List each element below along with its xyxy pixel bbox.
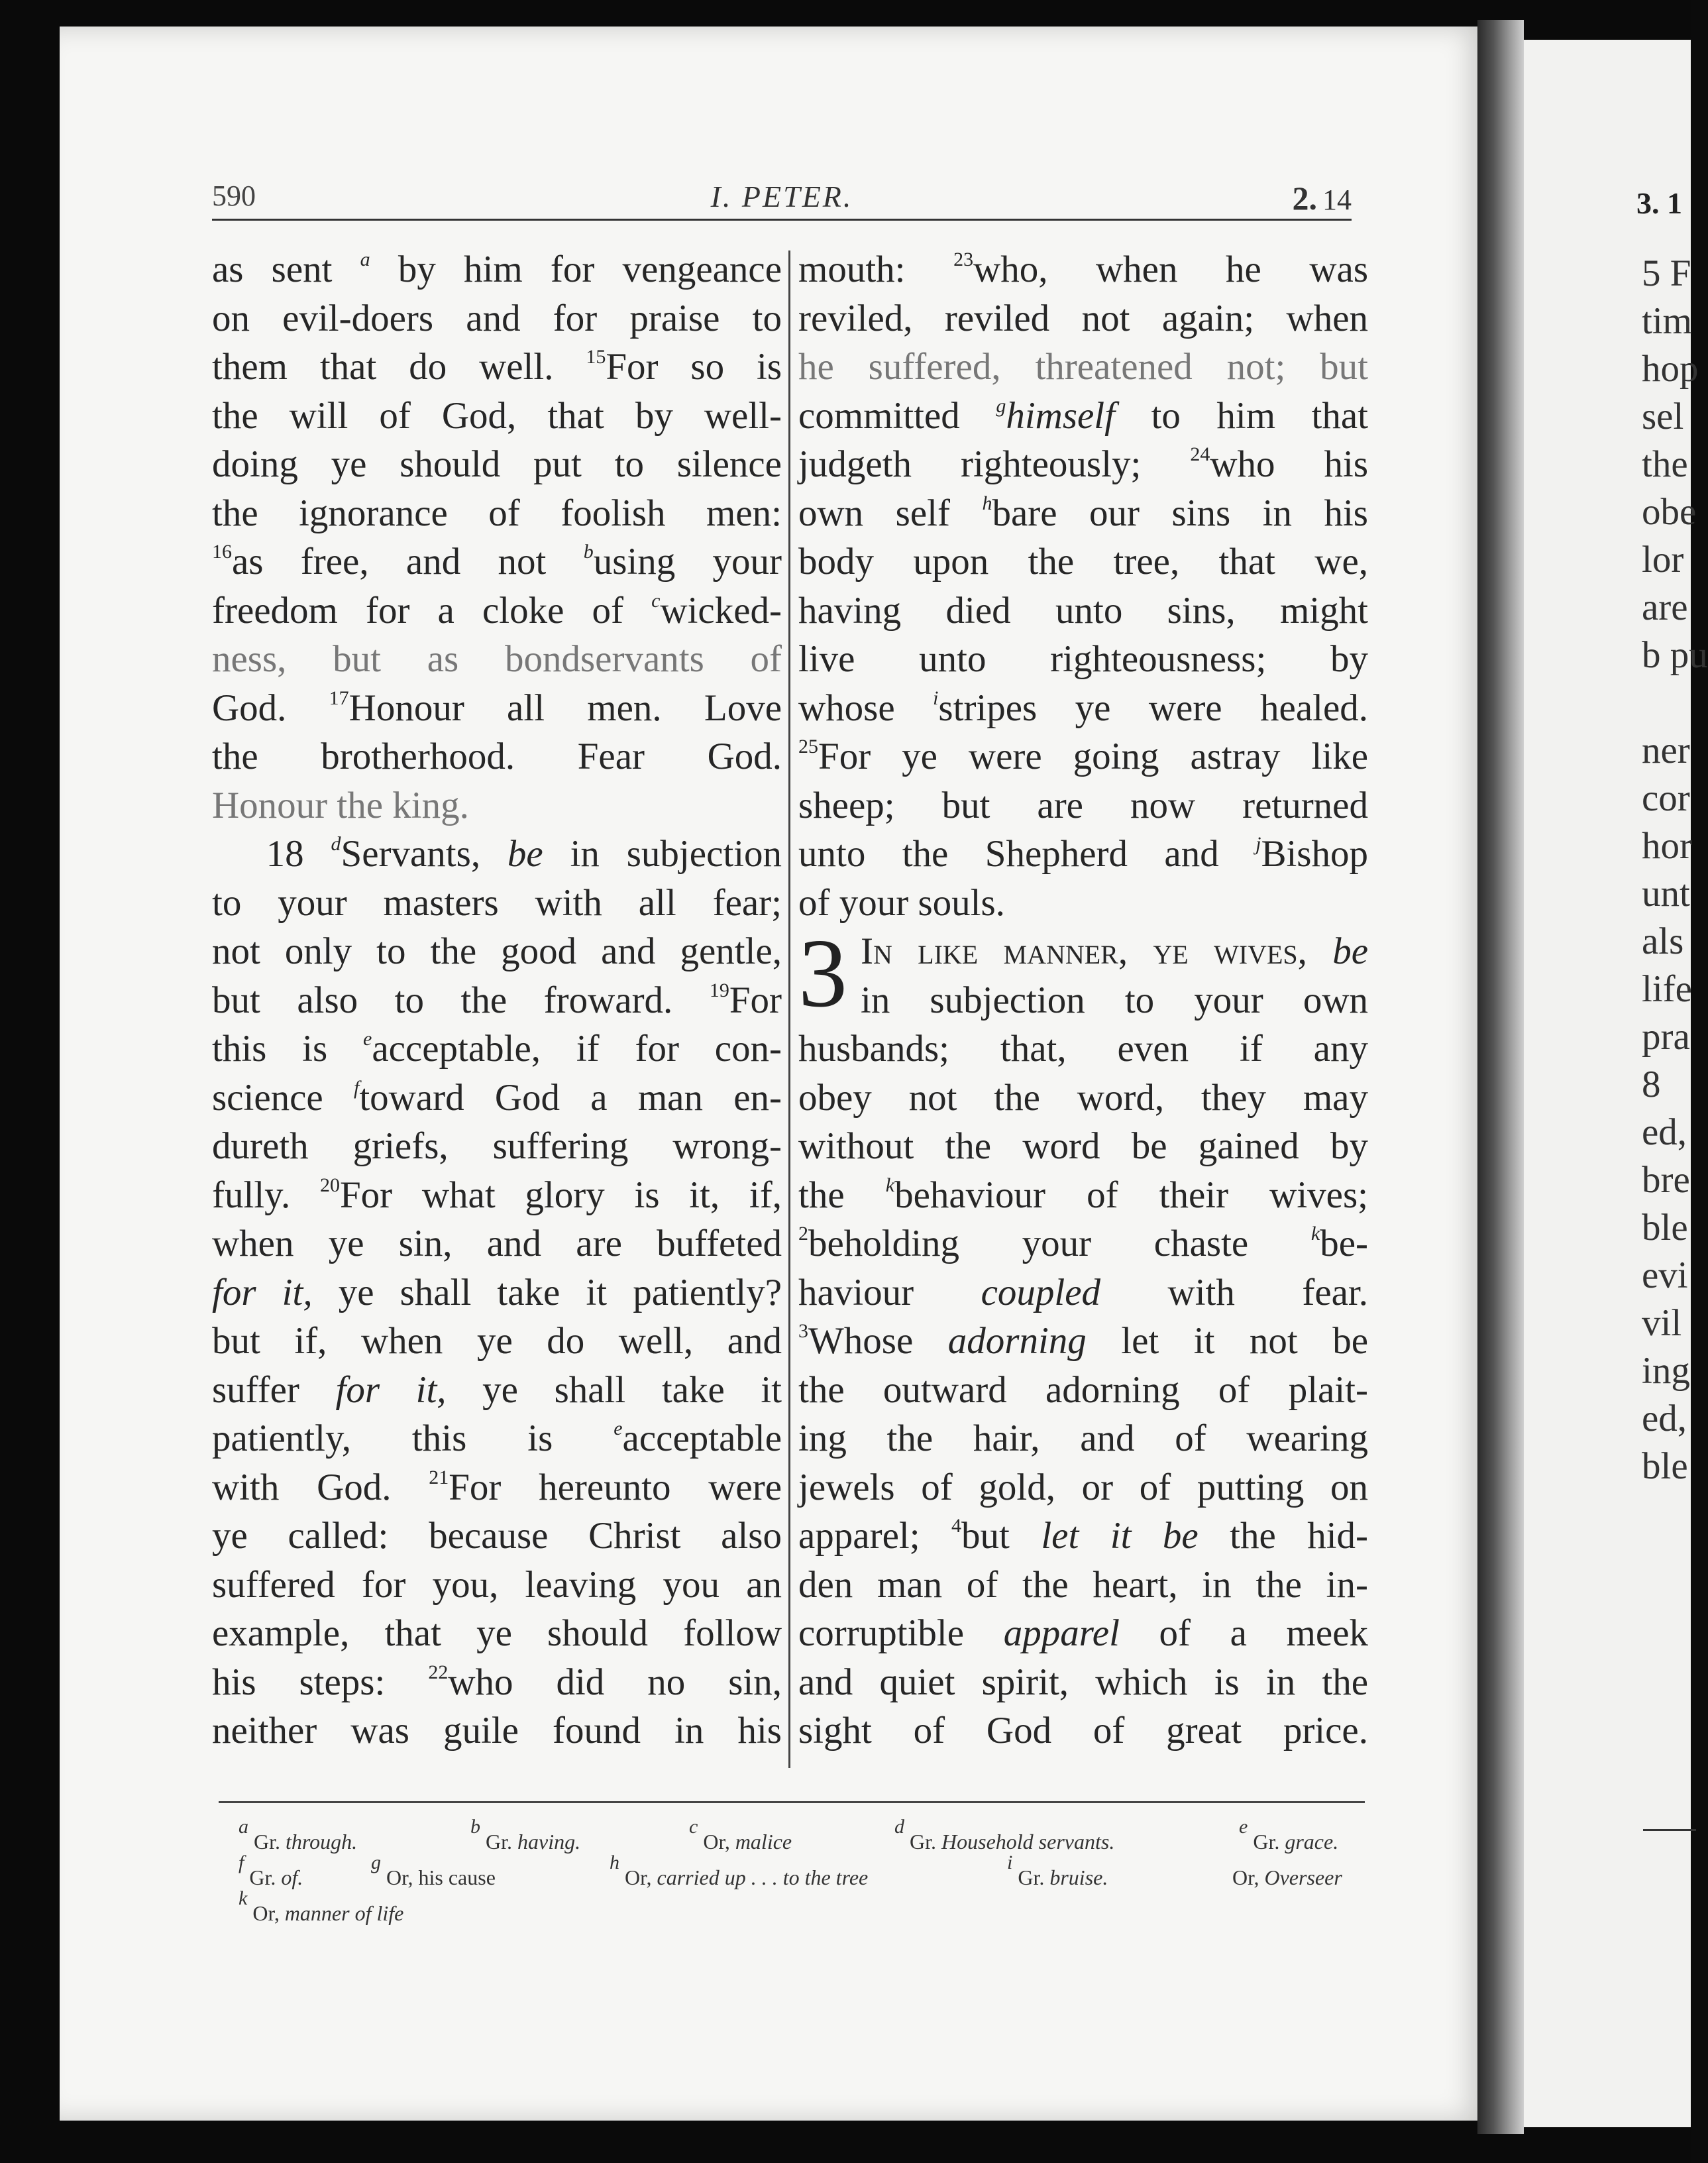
footnote-g: $^g$ Or, his cause bbox=[371, 1852, 496, 1889]
chapter-number: 2. bbox=[1292, 180, 1317, 217]
facing-page-line-fragment: tim bbox=[1642, 300, 1693, 342]
facing-page-line-fragment: sel bbox=[1642, 396, 1684, 437]
text-line: not only to the good and gentle, bbox=[212, 930, 782, 972]
facing-page-line-fragment: 5 F bbox=[1642, 252, 1691, 294]
footnote-c: $^c$ Or, malice bbox=[689, 1816, 792, 1854]
text-line: suffered for you, leaving you an bbox=[212, 1563, 782, 1606]
facing-page-line-fragment: ed, bbox=[1642, 1111, 1687, 1153]
facing-page-fragment bbox=[1524, 40, 1708, 2127]
verse-number: 25 bbox=[798, 736, 818, 757]
text-line: God. $^{17}$Honour all men. Love bbox=[212, 687, 782, 729]
text-line: sheep; but are now returned bbox=[798, 784, 1368, 826]
facing-page-line-fragment: als bbox=[1642, 920, 1684, 962]
text-line: apparel; $^4$but let it be the hid- bbox=[798, 1515, 1369, 1557]
facing-page-line-fragment: the bbox=[1642, 443, 1688, 485]
verse-number: 15 bbox=[586, 346, 606, 368]
facing-page-line-fragment: cor bbox=[1642, 777, 1690, 819]
text-line: suffer for it, ye shall take it bbox=[212, 1368, 782, 1411]
chapter-drop-cap: 3 bbox=[798, 919, 847, 1028]
verse-number: 3 bbox=[798, 1320, 808, 1342]
text-line: In like manner, ye wives, be bbox=[861, 930, 1369, 972]
text-line: his steps: $^{22}$who did no sin, bbox=[212, 1661, 782, 1703]
text-line: doing ye should put to silence bbox=[212, 443, 782, 485]
text-line: when ye sin, and are buffeted bbox=[212, 1223, 782, 1264]
facing-page-footnote-rule bbox=[1643, 1829, 1696, 1831]
footnote-h: $^h$ Or, carried up . . . to the tree bbox=[610, 1852, 869, 1889]
text-line: of your souls. bbox=[798, 881, 1005, 924]
text-line: as sent $^a$ by him for vengeance bbox=[212, 249, 782, 290]
text-line: in subjection to your own bbox=[861, 979, 1368, 1021]
verse-number: 2 bbox=[798, 1223, 808, 1245]
facing-page-line-fragment: ble bbox=[1642, 1445, 1688, 1487]
facing-page-line-fragment: b pu bbox=[1642, 634, 1708, 676]
text-line: judgeth righteously; $^{24}$who his bbox=[798, 443, 1369, 485]
text-line: fully. $^{20}$For what glory is it, if, bbox=[212, 1174, 782, 1216]
text-line: to your masters with all fear; bbox=[212, 881, 782, 924]
text-line: ness, but as bondservants of bbox=[212, 638, 782, 680]
facing-page-line-fragment: hor bbox=[1642, 825, 1692, 867]
footnote-rule bbox=[219, 1801, 1365, 1803]
text-line: but if, when ye do well, and bbox=[212, 1320, 782, 1362]
column-divider bbox=[788, 250, 790, 1768]
verse-number: 19 bbox=[709, 979, 729, 1001]
text-line: own self $^h$bare our sins in his bbox=[798, 492, 1368, 534]
text-line: whose $^i$stripes ye were healed. bbox=[798, 687, 1368, 729]
verse-number: 16 bbox=[212, 541, 232, 563]
verse-number: 23 bbox=[953, 249, 974, 270]
chapter-start bbox=[798, 919, 1369, 1028]
text-line: dureth griefs, suffering wrong- bbox=[212, 1125, 782, 1167]
text-line: obey not the word, they may bbox=[798, 1076, 1368, 1119]
footnote-j: Or, Overseer bbox=[1232, 1865, 1342, 1889]
facing-page-line-fragment: ed, bbox=[1642, 1398, 1687, 1439]
text-line: the $^k$behaviour of their wives; bbox=[798, 1174, 1369, 1216]
chapter-verse-ref bbox=[1293, 179, 1352, 217]
facing-page-line-fragment: 8 bbox=[1642, 1064, 1661, 1105]
verse-number: 18 bbox=[266, 833, 304, 875]
text-line: the outward adorning of plait- bbox=[798, 1368, 1368, 1411]
text-line: but also to the froward. $^{19}$For bbox=[212, 979, 782, 1021]
text-line: committed $^g$himself to him that bbox=[798, 394, 1369, 437]
verse-number: 14 bbox=[1322, 184, 1352, 216]
facing-page-line-fragment: ner bbox=[1642, 730, 1690, 771]
text-line: sight of God of great price. bbox=[798, 1710, 1368, 1751]
verse-number: 22 bbox=[428, 1661, 449, 1683]
text-line: reviled, reviled not again; when bbox=[798, 297, 1368, 339]
footnote-i: $^i$ Gr. bruise. bbox=[1007, 1852, 1108, 1889]
text-line: $^{16}$as free, and not $^b$using your bbox=[212, 541, 782, 582]
footnote-e: $^e$ Gr. grace. bbox=[1239, 1816, 1339, 1854]
verse-number: 20 bbox=[319, 1174, 340, 1196]
facing-page-line-fragment: lor bbox=[1642, 539, 1684, 581]
text-line: body upon the tree, that we, bbox=[798, 541, 1368, 582]
facing-page-line-fragment: evi bbox=[1642, 1254, 1688, 1296]
text-line: the brotherhood. Fear God. bbox=[212, 736, 782, 777]
running-header bbox=[212, 179, 1352, 221]
facing-page-line-fragment: hop bbox=[1642, 348, 1699, 390]
text-line: corruptible apparel of a meek bbox=[798, 1612, 1368, 1654]
text-line: $^3$Whose adorning let it not be bbox=[798, 1320, 1369, 1362]
text-line: mouth: $^{23}$who, when he was bbox=[798, 249, 1369, 290]
text-line: jewels of gold, or of putting on bbox=[798, 1466, 1368, 1508]
text-line: with God. $^{21}$For hereunto were bbox=[212, 1466, 782, 1508]
text-line: the will of God, that by well- bbox=[212, 394, 782, 437]
text-line: he suffered, threatened not; but bbox=[798, 346, 1368, 388]
facing-page-line-fragment: ing bbox=[1642, 1350, 1690, 1392]
facing-page-line-fragment: obe bbox=[1642, 491, 1697, 533]
facing-page-line-fragment: ble bbox=[1642, 1207, 1688, 1248]
footnote-row bbox=[239, 1887, 1365, 1931]
footnote-row bbox=[239, 1816, 1365, 1859]
facing-page-line-fragment: life bbox=[1642, 968, 1692, 1010]
footnotes bbox=[239, 1816, 1365, 1931]
text-line: the ignorance of foolish men: bbox=[212, 492, 782, 534]
text-line: $^2$beholding your chaste $^k$be- bbox=[798, 1223, 1368, 1264]
text-line: for it, ye shall take it patiently? bbox=[212, 1271, 782, 1313]
text-line: example, that ye should follow bbox=[212, 1612, 782, 1654]
text-line: freedom for a cloke of $^c$wicked- bbox=[212, 589, 782, 632]
text-line: haviour coupled with fear. bbox=[798, 1271, 1369, 1313]
text-line: ye called: because Christ also bbox=[212, 1515, 782, 1557]
text-line: having died unto sins, might bbox=[798, 589, 1368, 632]
facing-page-line-fragment: vil bbox=[1642, 1302, 1682, 1344]
book-gutter bbox=[1477, 20, 1524, 2134]
book-title: I. PETER. bbox=[710, 180, 853, 213]
footnote-f: $^f$ Gr. of. bbox=[239, 1852, 303, 1889]
footnote-k: $^k$ Or, manner of life bbox=[239, 1887, 404, 1925]
text-line: and quiet spirit, which is in the bbox=[798, 1661, 1368, 1703]
text-line: $^{25}$For ye were going astray like bbox=[798, 736, 1368, 777]
facing-page-line-fragment: unt bbox=[1642, 873, 1690, 915]
facing-page-chapter-ref: 3. 1 bbox=[1636, 186, 1682, 220]
verse-number: 21 bbox=[429, 1466, 449, 1488]
text-line: unto the Shepherd and $^j$Bishop bbox=[798, 833, 1368, 875]
text-line: without the word be gained by bbox=[798, 1125, 1368, 1167]
text-line: neither was guile found in his bbox=[212, 1710, 782, 1751]
text-line: on evil-doers and for praise to bbox=[212, 297, 782, 339]
text-line: live unto righteousness; by bbox=[798, 638, 1368, 680]
verse-number: 24 bbox=[1190, 443, 1210, 465]
text-line: science $^f$toward God a man en- bbox=[212, 1076, 782, 1119]
verse-number: 17 bbox=[329, 687, 349, 709]
text-line: them that do well. $^{15}$For so is bbox=[212, 346, 782, 388]
text-line: patiently, this is $^e$acceptable bbox=[212, 1417, 782, 1459]
text-line: this is $^e$acceptable, if for con- bbox=[212, 1028, 782, 1070]
text-line: ing the hair, and of wearing bbox=[798, 1417, 1368, 1459]
facing-page-line-fragment: pra bbox=[1642, 1016, 1690, 1058]
text-line: Honour the king. bbox=[212, 784, 469, 826]
left-text-column bbox=[212, 245, 782, 1783]
facing-page-line-fragment: bre bbox=[1642, 1159, 1690, 1201]
text-line: 18 $^d$Servants, be in subjection bbox=[266, 833, 782, 875]
footnote-row bbox=[239, 1852, 1365, 1895]
footnote-a: $^a$ Gr. through. bbox=[239, 1816, 358, 1854]
page-number: 590 bbox=[212, 180, 256, 212]
text-line: husbands; that, even if any bbox=[798, 1028, 1368, 1070]
text-line: den man of the heart, in the in- bbox=[798, 1563, 1368, 1606]
verse-number: 4 bbox=[951, 1515, 962, 1537]
right-text-column bbox=[798, 245, 1368, 1783]
footnote-b: $^b$ Gr. having. bbox=[470, 1816, 581, 1854]
facing-page-line-fragment: are bbox=[1642, 586, 1688, 628]
footnote-d: $^d$ Gr. Household servants. bbox=[894, 1816, 1115, 1854]
